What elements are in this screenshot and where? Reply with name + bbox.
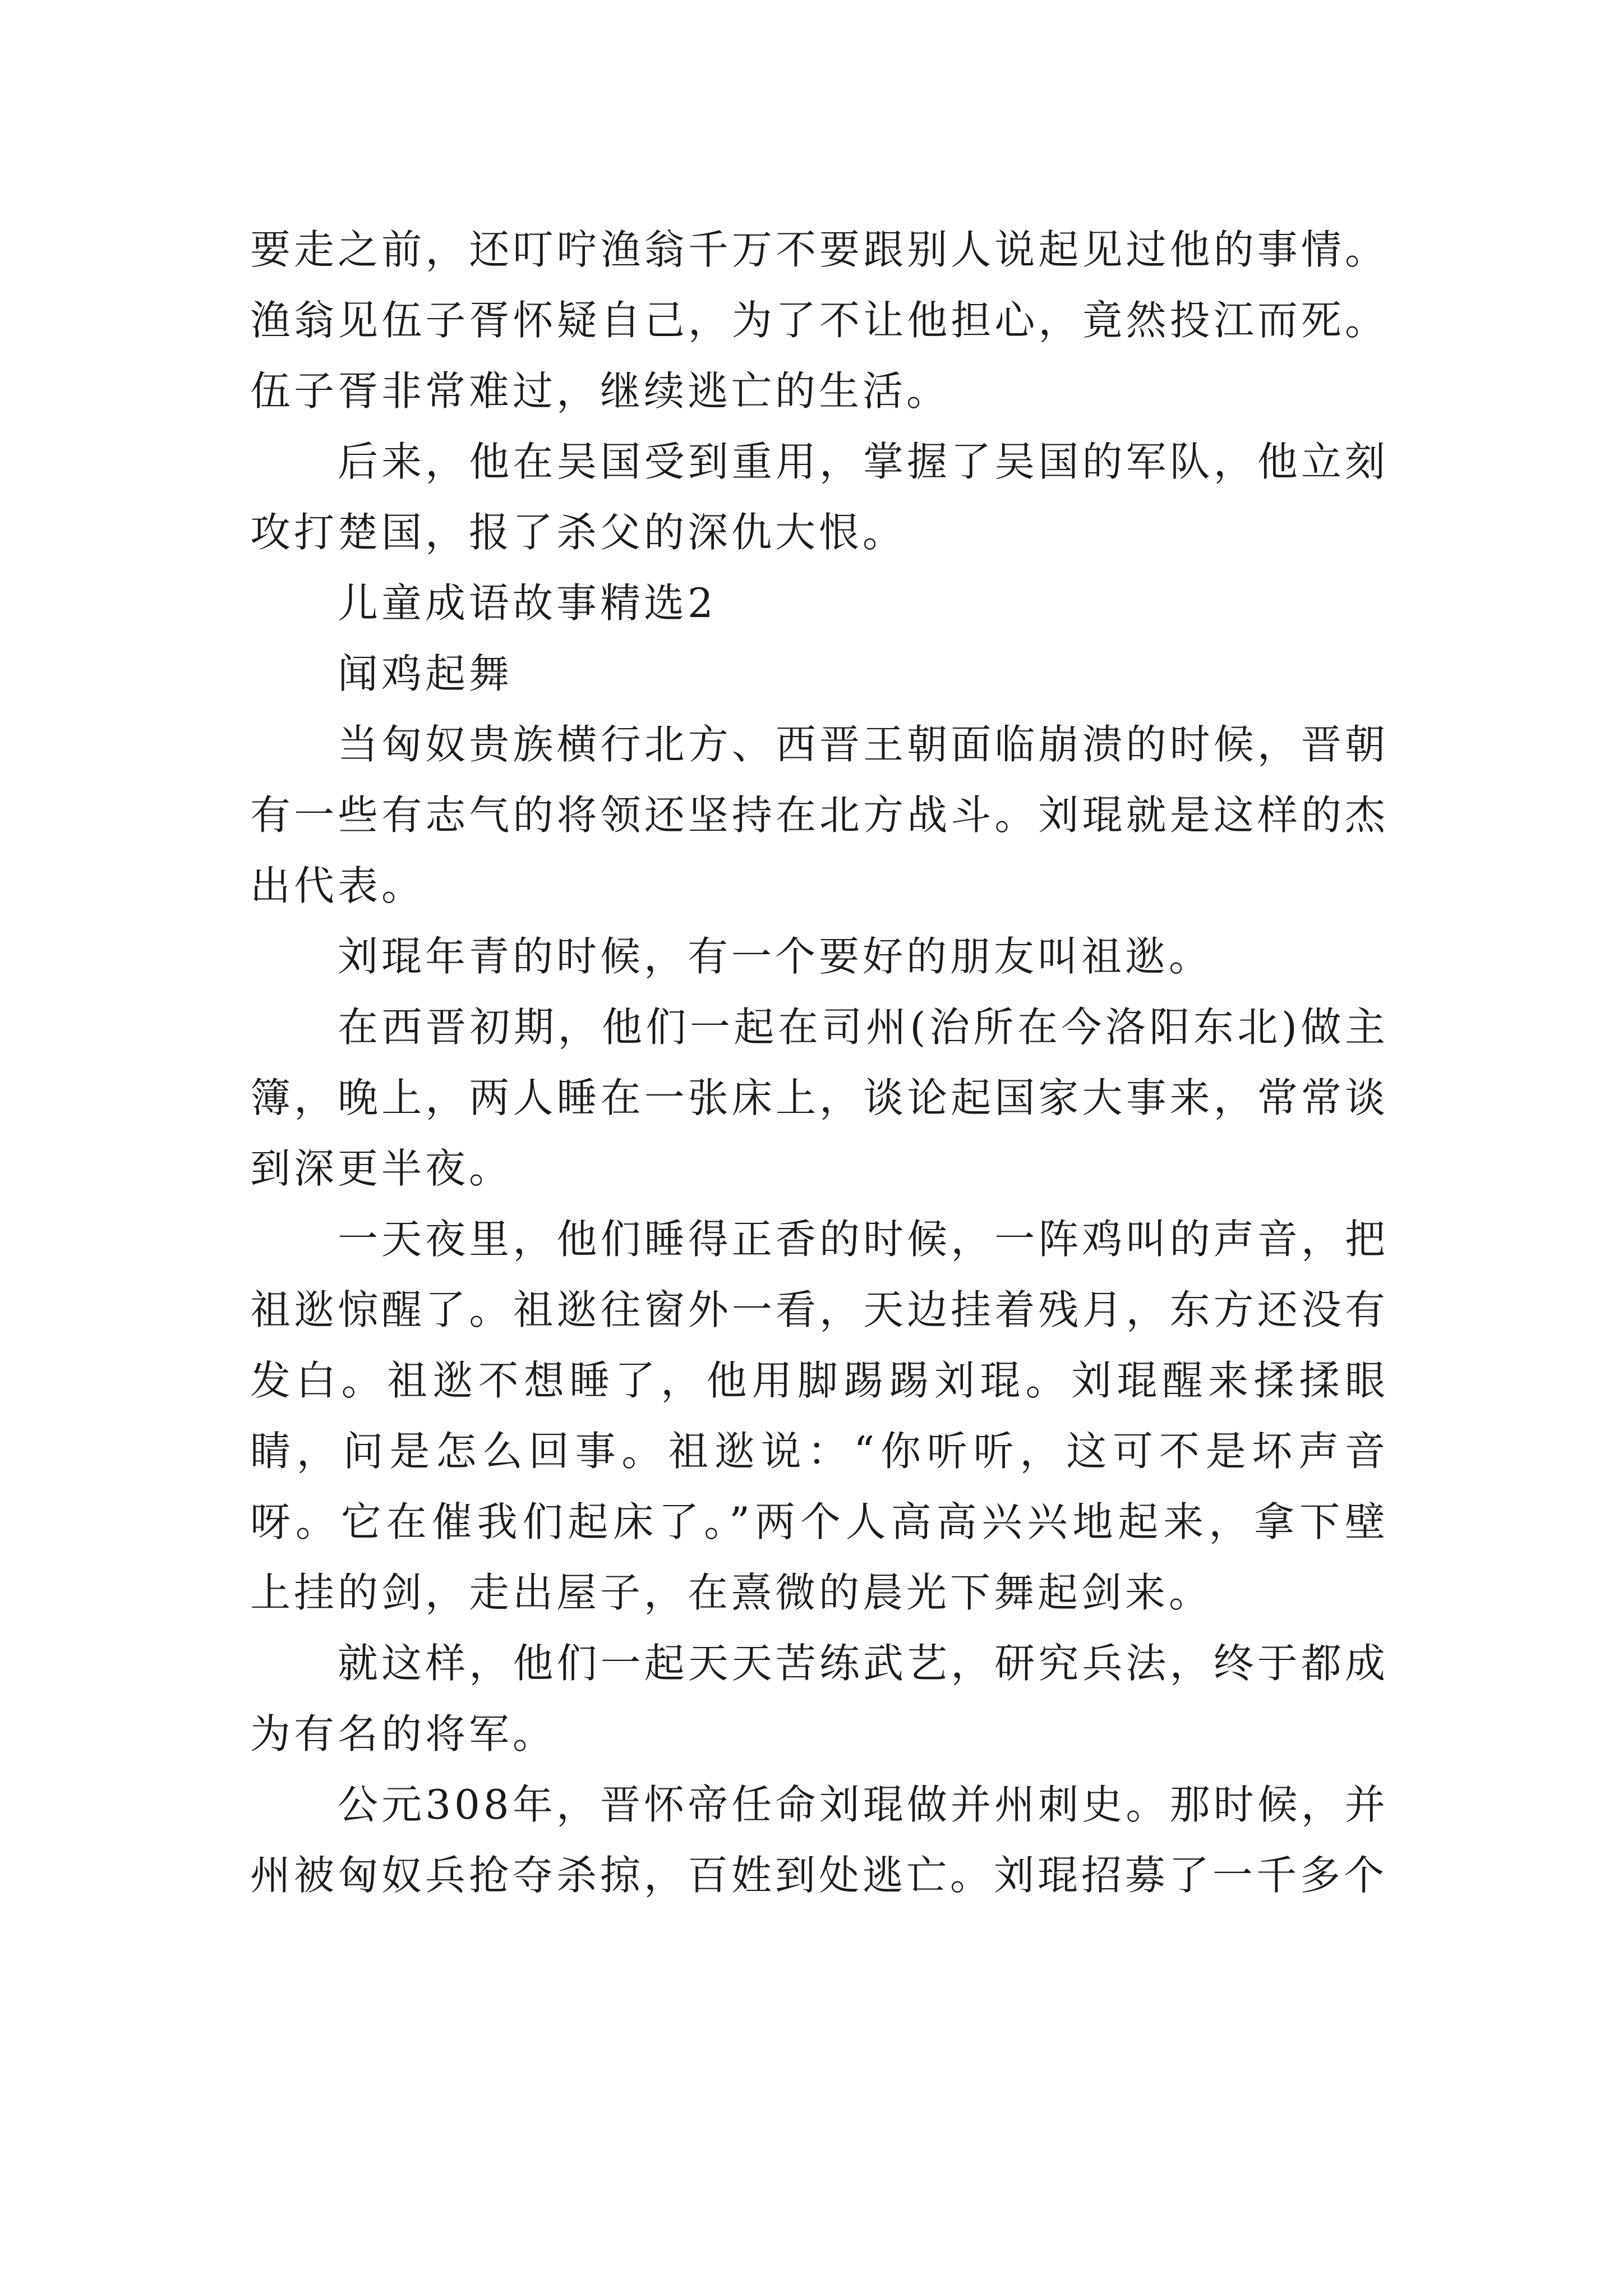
paragraph-6: 刘琨年青的时候，有一个要好的朋友叫祖逖。 — [338, 933, 1213, 980]
paragraph-7: 在西晋初期，他们一起在司州(治所在今洛阳东北)做主簿，晚上，两人睡在一张床上，谈论起国家大事来，常常谈到深更半夜。 — [250, 1004, 1389, 1192]
paragraph-1: 要走之前，还叮咛渔翁千万不要跟别人说起见过他的事情。渔翁见伍子胥怀疑自己，为了不让他担心，竟然投江而死。伍子胥非常难过，继续逃亡的生活。 — [250, 226, 1389, 415]
story-title: 闻鸡起舞 — [338, 650, 513, 697]
paragraph-8: 一天夜里，他们睡得正香的时候，一阵鸡叫的声音，把祖逖惊醒了。祖逖往窗外一看，天边挂着残月，东方还没有发白。祖逖不想睡了，他用脚踢踢刘琨。刘琨醒来揉揉眼睛，问是怎么回事。祖逖说：“你听听，这可不是坏声音呀。它在催我们起床了。”两个人高高兴兴地起来，拿下壁上挂的剑，走出屋子，在熹微的晨光下舞起剑来。 — [250, 1216, 1389, 1616]
paragraph-9: 就这样，他们一起天天苦练武艺，研究兵法，终于都成为有名的将军。 — [250, 1640, 1389, 1757]
document-body — [250, 214, 1389, 1911]
paragraph-10: 公元308年，晋怀帝任命刘琨做并州刺史。那时候，并州被匈奴兵抢夺杀掠，百姓到处逃亡。刘琨招募了一千多个 — [250, 1781, 1389, 1899]
paragraph-5: 当匈奴贵族横行北方、西晋王朝面临崩溃的时候，晋朝有一些有志气的将领还坚持在北方战斗。刘琨就是这样的杰出代表。 — [250, 721, 1389, 909]
paragraph-2: 后来，他在吴国受到重用，掌握了吴国的军队，他立刻攻打楚国，报了杀父的深仇大恨。 — [250, 438, 1389, 556]
story-heading: 儿童成语故事精选2 — [338, 579, 717, 627]
